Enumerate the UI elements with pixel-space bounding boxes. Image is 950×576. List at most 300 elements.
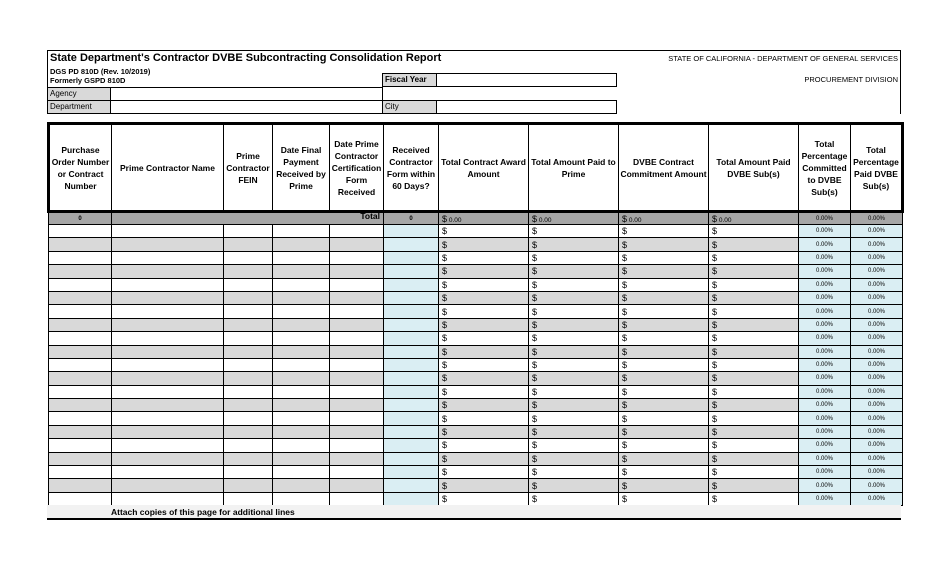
paid-dvbe-cell[interactable]: $ [709,345,799,358]
paid-prime-cell[interactable]: $ [529,291,619,304]
paid-prime-cell[interactable]: $ [529,265,619,278]
final-payment-date-cell[interactable] [273,225,330,238]
col-header-order-number: Purchase Order Number or Contract Number [49,124,112,212]
pct-committed-cell: 0.00% [799,345,851,358]
paid-dvbe-cell[interactable]: $ [709,278,799,291]
received-60-days-cell[interactable] [384,479,439,492]
award-amount-cell[interactable]: $ [439,278,529,291]
prime-fein-cell[interactable] [224,305,273,318]
table-row [49,278,903,291]
order-number-cell[interactable] [49,291,112,304]
prime-name-cell[interactable] [112,345,224,358]
final-payment-date-cell[interactable] [273,345,330,358]
commitment-amount-cell[interactable]: $ [619,278,709,291]
pct-paid-cell: 0.00% [851,425,903,438]
col-header-prime-name: Prime Contractor Name [112,124,224,212]
total-award-value: 0.00 [448,216,462,224]
paid-prime-cell[interactable]: $ [529,278,619,291]
pct-committed-cell: 0.00% [799,372,851,385]
commitment-amount-cell[interactable]: $ [619,479,709,492]
award-amount-cell[interactable]: $ [439,238,529,251]
received-60-days-cell[interactable] [384,318,439,331]
received-60-days-cell[interactable] [384,278,439,291]
order-number-cell[interactable] [49,251,112,264]
paid-dvbe-cell[interactable]: $ [709,399,799,412]
paid-dvbe-cell[interactable]: $ [709,479,799,492]
prime-name-cell[interactable] [112,399,224,412]
final-payment-date-cell[interactable] [273,265,330,278]
order-number-cell[interactable] [49,492,112,505]
prime-name-cell[interactable] [112,439,224,452]
form-number: DGS PD 810D (Rev. 10/2019) [50,67,151,76]
final-payment-date-cell[interactable] [273,238,330,251]
total-paid-dvbe [709,212,799,225]
total-award [439,212,529,225]
prime-name-cell[interactable] [112,265,224,278]
final-payment-date-cell[interactable] [273,492,330,505]
received-60-days-cell[interactable] [384,225,439,238]
pct-paid-cell: 0.00% [851,372,903,385]
received-60-days-cell[interactable] [384,358,439,371]
award-amount-cell[interactable]: $ [439,412,529,425]
received-60-days-cell[interactable] [384,385,439,398]
pct-paid-cell: 0.00% [851,492,903,505]
paid-dvbe-cell[interactable]: $ [709,332,799,345]
paid-prime-cell[interactable]: $ [529,225,619,238]
received-60-days-cell[interactable] [384,412,439,425]
pct-paid-cell: 0.00% [851,452,903,465]
final-payment-date-cell[interactable] [273,399,330,412]
award-amount-cell[interactable]: $ [439,305,529,318]
table-row [49,251,903,264]
commitment-amount-cell[interactable]: $ [619,439,709,452]
order-number-cell[interactable] [49,385,112,398]
prime-name-cell[interactable] [112,412,224,425]
prime-name-cell[interactable] [112,332,224,345]
total-count-left: 0 [49,212,112,225]
prime-name-cell[interactable] [112,278,224,291]
certification-date-cell[interactable] [330,439,384,452]
order-number-cell[interactable] [49,345,112,358]
award-amount-cell[interactable]: $ [439,492,529,505]
award-amount-cell[interactable]: $ [439,466,529,479]
final-payment-date-cell[interactable] [273,425,330,438]
paid-dvbe-cell[interactable]: $ [709,265,799,278]
table-row [49,466,903,479]
commitment-amount-cell[interactable]: $ [619,452,709,465]
prime-name-cell[interactable] [112,372,224,385]
header-top-rule [47,50,901,51]
commitment-amount-cell[interactable]: $ [619,372,709,385]
pct-paid-cell: 0.00% [851,291,903,304]
prime-fein-cell[interactable] [224,479,273,492]
prime-fein-cell[interactable] [224,238,273,251]
pct-paid-cell: 0.00% [851,238,903,251]
received-60-days-cell[interactable] [384,425,439,438]
prime-name-cell[interactable] [112,425,224,438]
received-60-days-cell[interactable] [384,345,439,358]
award-amount-cell[interactable]: $ [439,399,529,412]
paid-dvbe-cell[interactable]: $ [709,238,799,251]
paid-prime-cell[interactable]: $ [529,238,619,251]
paid-dvbe-cell[interactable]: $ [709,466,799,479]
prime-fein-cell[interactable] [224,318,273,331]
commitment-amount-cell[interactable]: $ [619,412,709,425]
table-row [49,425,903,438]
paid-dvbe-cell[interactable]: $ [709,358,799,371]
col-header-pct-paid: Total Percentage Paid DVBE Sub(s) [851,124,903,212]
total-commitment-value: 0.00 [628,216,642,224]
order-number-cell[interactable] [49,412,112,425]
commitment-amount-cell[interactable]: $ [619,291,709,304]
award-amount-cell[interactable]: $ [439,225,529,238]
final-payment-date-cell[interactable] [273,278,330,291]
order-number-cell[interactable] [49,358,112,371]
pct-committed-cell: 0.00% [799,238,851,251]
certification-date-cell[interactable] [330,278,384,291]
report-title: State Department's Contractor DVBE Subcontracting Consolidation Report [50,52,442,64]
award-amount-cell[interactable]: $ [439,372,529,385]
certification-date-cell[interactable] [330,479,384,492]
prime-name-cell[interactable] [112,479,224,492]
certification-date-cell[interactable] [330,372,384,385]
prime-fein-cell[interactable] [224,358,273,371]
total-pct-committed: 0.00% [799,212,851,225]
paid-dvbe-cell[interactable]: $ [709,318,799,331]
col-header-final-payment-date: Date Final Payment Received by Prime [273,124,330,212]
pct-committed-cell: 0.00% [799,412,851,425]
paid-prime-cell[interactable]: $ [529,318,619,331]
order-number-cell[interactable] [49,225,112,238]
received-60-days-cell[interactable] [384,265,439,278]
award-amount-cell[interactable]: $ [439,385,529,398]
commitment-amount-cell[interactable]: $ [619,265,709,278]
pct-paid-cell: 0.00% [851,399,903,412]
certification-date-cell[interactable] [330,452,384,465]
certification-date-cell[interactable] [330,305,384,318]
commitment-amount-cell[interactable]: $ [619,492,709,505]
commitment-amount-cell[interactable]: $ [619,385,709,398]
received-60-days-cell[interactable] [384,291,439,304]
certification-date-cell[interactable] [330,412,384,425]
subcontracting-table [47,122,904,506]
commitment-amount-cell[interactable]: $ [619,358,709,371]
pct-committed-cell: 0.00% [799,399,851,412]
received-60-days-cell[interactable] [384,238,439,251]
fiscal-year-label: Fiscal Year [382,73,437,87]
total-row-label: Total [360,211,380,221]
pct-committed-cell: 0.00% [799,452,851,465]
commitment-amount-cell[interactable]: $ [619,345,709,358]
commitment-amount-cell[interactable]: $ [619,425,709,438]
fiscal-year-field[interactable] [436,73,617,87]
table-row [49,305,903,318]
paid-dvbe-cell[interactable]: $ [709,291,799,304]
final-payment-date-cell[interactable] [273,439,330,452]
award-amount-cell[interactable]: $ [439,479,529,492]
pct-committed-cell: 0.00% [799,291,851,304]
received-60-days-cell[interactable] [384,466,439,479]
paid-prime-cell[interactable]: $ [529,385,619,398]
received-60-days-cell[interactable] [384,492,439,505]
currency-symbol: $ [622,213,628,224]
table-row [49,439,903,452]
total-count-received: 0 [384,212,439,225]
paid-prime-cell[interactable]: $ [529,466,619,479]
paid-dvbe-cell[interactable]: $ [709,452,799,465]
received-60-days-cell[interactable] [384,452,439,465]
table-row [49,238,903,251]
header-right-rule [900,50,901,114]
certification-date-cell[interactable] [330,358,384,371]
paid-dvbe-cell[interactable]: $ [709,372,799,385]
final-payment-date-cell[interactable] [273,305,330,318]
total-paid-prime [529,212,619,225]
paid-prime-cell[interactable]: $ [529,305,619,318]
certification-date-cell[interactable] [330,399,384,412]
received-60-days-cell[interactable] [384,332,439,345]
commitment-amount-cell[interactable]: $ [619,399,709,412]
paid-prime-cell[interactable]: $ [529,492,619,505]
certification-date-cell[interactable] [330,425,384,438]
order-number-cell[interactable] [49,372,112,385]
pct-committed-cell: 0.00% [799,251,851,264]
prime-name-cell[interactable] [112,492,224,505]
paid-dvbe-cell[interactable]: $ [709,425,799,438]
prime-fein-cell[interactable] [224,385,273,398]
pct-paid-cell: 0.00% [851,412,903,425]
paid-prime-cell[interactable]: $ [529,452,619,465]
total-paid-dvbe-value: 0.00 [718,216,732,224]
agency-field[interactable] [110,87,383,101]
currency-symbol: $ [532,213,538,224]
final-payment-date-cell[interactable] [273,479,330,492]
prime-name-cell[interactable] [112,452,224,465]
prime-fein-cell[interactable] [224,439,273,452]
pct-paid-cell: 0.00% [851,358,903,371]
order-number-cell[interactable] [49,479,112,492]
award-amount-cell[interactable]: $ [439,345,529,358]
final-payment-date-cell[interactable] [273,452,330,465]
certification-date-cell[interactable] [330,318,384,331]
received-60-days-cell[interactable] [384,305,439,318]
pct-paid-cell: 0.00% [851,318,903,331]
pct-committed-cell: 0.00% [799,439,851,452]
award-amount-cell[interactable]: $ [439,358,529,371]
total-paid-prime-value: 0.00 [538,216,552,224]
attach-note: Attach copies of this page for additional lines [111,507,295,517]
final-payment-date-cell[interactable] [273,372,330,385]
prime-name-cell[interactable] [112,225,224,238]
prime-fein-cell[interactable] [224,372,273,385]
final-payment-date-cell[interactable] [273,466,330,479]
commitment-amount-cell[interactable]: $ [619,318,709,331]
state-department-label: STATE OF CALIFORNIA - DEPARTMENT OF GENERAL SERVICES [668,54,898,63]
pct-paid-cell: 0.00% [851,225,903,238]
award-amount-cell[interactable]: $ [439,425,529,438]
prime-name-cell[interactable] [112,358,224,371]
received-60-days-cell[interactable] [384,251,439,264]
paid-dvbe-cell[interactable]: $ [709,385,799,398]
certification-date-cell[interactable] [330,332,384,345]
total-row [49,212,903,225]
pct-committed-cell: 0.00% [799,225,851,238]
city-field[interactable] [436,100,617,114]
order-number-cell[interactable] [49,238,112,251]
table-row [49,492,903,505]
col-header-prime-fein: Prime Contractor FEIN [224,124,273,212]
paid-dvbe-cell[interactable]: $ [709,439,799,452]
col-header-paid-prime: Total Amount Paid to Prime [529,124,619,212]
paid-prime-cell[interactable]: $ [529,345,619,358]
paid-dvbe-cell[interactable]: $ [709,305,799,318]
col-header-commitment-amount: DVBE Contract Commitment Amount [619,124,709,212]
prime-fein-cell[interactable] [224,278,273,291]
order-number-cell[interactable] [49,278,112,291]
received-60-days-cell[interactable] [384,439,439,452]
commitment-amount-cell[interactable]: $ [619,466,709,479]
city-label: City [382,100,437,114]
order-number-cell[interactable] [49,399,112,412]
table-row [49,399,903,412]
col-header-received-60-days: Received Contractor Form within 60 Days? [384,124,439,212]
paid-prime-cell[interactable]: $ [529,439,619,452]
prime-fein-cell[interactable] [224,425,273,438]
prime-name-cell[interactable] [112,318,224,331]
currency-symbol: $ [712,213,718,224]
pct-committed-cell: 0.00% [799,305,851,318]
order-number-cell[interactable] [49,425,112,438]
prime-name-cell[interactable] [112,238,224,251]
award-amount-cell[interactable]: $ [439,332,529,345]
prime-name-cell[interactable] [112,291,224,304]
pct-committed-cell: 0.00% [799,318,851,331]
final-payment-date-cell[interactable] [273,412,330,425]
pct-committed-cell: 0.00% [799,278,851,291]
pct-committed-cell: 0.00% [799,425,851,438]
order-number-cell[interactable] [49,305,112,318]
commitment-amount-cell[interactable]: $ [619,332,709,345]
order-number-cell[interactable] [49,452,112,465]
final-payment-date-cell[interactable] [273,358,330,371]
prime-fein-cell[interactable] [224,225,273,238]
received-60-days-cell[interactable] [384,372,439,385]
pct-paid-cell: 0.00% [851,305,903,318]
final-payment-date-cell[interactable] [273,251,330,264]
received-60-days-cell[interactable] [384,399,439,412]
prime-fein-cell[interactable] [224,251,273,264]
pct-paid-cell: 0.00% [851,345,903,358]
certification-date-cell[interactable] [330,466,384,479]
prime-name-cell[interactable] [112,466,224,479]
paid-dvbe-cell[interactable]: $ [709,251,799,264]
commitment-amount-cell[interactable]: $ [619,238,709,251]
commitment-amount-cell[interactable]: $ [619,225,709,238]
table-row [49,291,903,304]
award-amount-cell[interactable]: $ [439,251,529,264]
certification-date-cell[interactable] [330,385,384,398]
final-payment-date-cell[interactable] [273,332,330,345]
prime-fein-cell[interactable] [224,466,273,479]
paid-prime-cell[interactable]: $ [529,251,619,264]
pct-paid-cell: 0.00% [851,251,903,264]
table-row [49,385,903,398]
pct-committed-cell: 0.00% [799,265,851,278]
paid-prime-cell[interactable]: $ [529,425,619,438]
certification-date-cell[interactable] [330,251,384,264]
award-amount-cell[interactable]: $ [439,439,529,452]
award-amount-cell[interactable]: $ [439,318,529,331]
award-amount-cell[interactable]: $ [439,291,529,304]
paid-prime-cell[interactable]: $ [529,332,619,345]
table-row [49,412,903,425]
certification-date-cell[interactable] [330,492,384,505]
award-amount-cell[interactable]: $ [439,265,529,278]
paid-prime-cell[interactable]: $ [529,412,619,425]
table-row [49,332,903,345]
final-payment-date-cell[interactable] [273,385,330,398]
certification-date-cell[interactable] [330,225,384,238]
prime-fein-cell[interactable] [224,291,273,304]
commitment-amount-cell[interactable]: $ [619,305,709,318]
pct-paid-cell: 0.00% [851,265,903,278]
order-number-cell[interactable] [49,265,112,278]
prime-name-cell[interactable] [112,305,224,318]
order-number-cell[interactable] [49,318,112,331]
paid-dvbe-cell[interactable]: $ [709,412,799,425]
certification-date-cell[interactable] [330,238,384,251]
paid-prime-cell[interactable]: $ [529,372,619,385]
certification-date-cell[interactable] [330,345,384,358]
prime-fein-cell[interactable] [224,492,273,505]
order-number-cell[interactable] [49,466,112,479]
agency-label: Agency [47,87,111,101]
pct-paid-cell: 0.00% [851,439,903,452]
prime-fein-cell[interactable] [224,332,273,345]
prime-fein-cell[interactable] [224,265,273,278]
order-number-cell[interactable] [49,332,112,345]
final-payment-date-cell[interactable] [273,291,330,304]
certification-date-cell[interactable] [330,265,384,278]
prime-name-cell[interactable] [112,385,224,398]
certification-date-cell[interactable] [330,291,384,304]
commitment-amount-cell[interactable]: $ [619,251,709,264]
prime-fein-cell[interactable] [224,452,273,465]
pct-committed-cell: 0.00% [799,479,851,492]
paid-dvbe-cell[interactable]: $ [709,492,799,505]
prime-fein-cell[interactable] [224,399,273,412]
order-number-cell[interactable] [49,439,112,452]
paid-prime-cell[interactable]: $ [529,479,619,492]
award-amount-cell[interactable]: $ [439,452,529,465]
prime-fein-cell[interactable] [224,345,273,358]
paid-dvbe-cell[interactable]: $ [709,225,799,238]
paid-prime-cell[interactable]: $ [529,399,619,412]
pct-committed-cell: 0.00% [799,358,851,371]
pct-paid-cell: 0.00% [851,385,903,398]
col-header-paid-dvbe: Total Amount Paid DVBE Sub(s) [709,124,799,212]
department-field[interactable] [110,100,383,114]
prime-name-cell[interactable] [112,251,224,264]
currency-symbol: $ [442,213,448,224]
paid-prime-cell[interactable]: $ [529,358,619,371]
table-row [49,265,903,278]
final-payment-date-cell[interactable] [273,318,330,331]
department-label: Department [47,100,111,114]
footer-bottom-rule [47,518,901,520]
prime-fein-cell[interactable] [224,412,273,425]
total-commitment [619,212,709,225]
